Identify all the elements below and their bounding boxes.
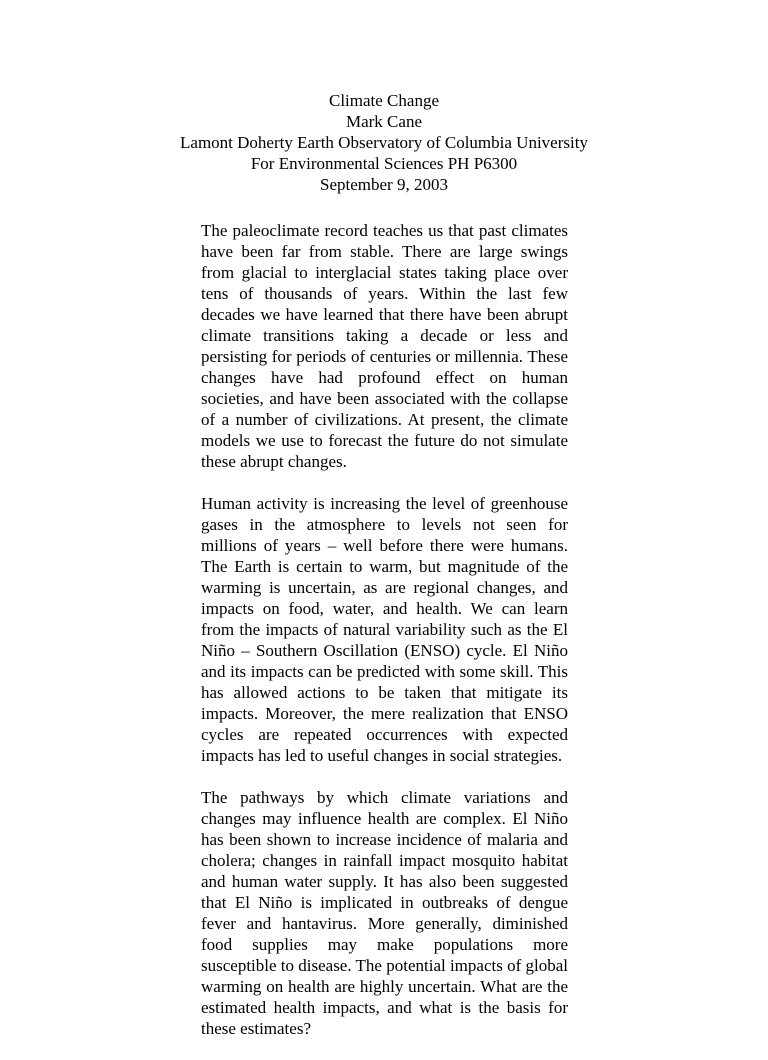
course-line: For Environmental Sciences PH P6300 xyxy=(250,154,518,173)
document-body xyxy=(201,220,568,1060)
document-title: Climate Change xyxy=(328,91,439,110)
author-affiliation: Lamont Doherty Earth Observatory of Columbia University xyxy=(180,133,588,152)
author-name: Mark Cane xyxy=(345,112,422,131)
paragraph-paleoclimate: The paleoclimate record teaches us that past climates have been far from stable. There are large swings from glacial to interglacial states taking place over tens of thousands of years. Within the last few decades we have learned that there have been abrupt climate transitions taking a decade or less and persisting for periods of centuries or millennia. These changes have had profound effect on human societies, and have been associated with the collapse of a number of civilizations. At present, the climate models we use to forecast the future do not simulate these abrupt changes. xyxy=(201,221,568,471)
document-date: September 9, 2003 xyxy=(320,175,448,194)
paragraph-greenhouse: Human activity is increasing the level of greenhouse gases in the atmosphere to levels not seen for millions of years – well before there were humans. The Earth is certain to warm, but magnitude of the warming is uncertain, as are regional changes, and impacts on food, water, and health. We can learn from the impacts of natural variability such as the El Niño – Southern Oscillation (ENSO) cycle. El Niño and its impacts can be predicted with some skill. This has allowed actions to be taken that mitigate its impacts. Moreover, the mere realization that ENSO cycles are repeated occurrences with expected impacts has led to useful changes in social strategies. xyxy=(201,494,568,765)
document-header xyxy=(0,90,768,195)
paragraph-health: The pathways by which climate variations and changes may influence health are complex. El Niño has been shown to increase incidence of malaria and cholera; changes in rainfall impact mosquito habitat and human water supply. It has also been suggested that El Niño is implicated in outbreaks of dengue fever and hantavirus. More generally, diminished food supplies may make populations more susceptible to disease. The potential impacts of global warming on health are highly uncertain. What are the estimated health impacts, and what is the basis for these estimates? xyxy=(201,788,568,1038)
